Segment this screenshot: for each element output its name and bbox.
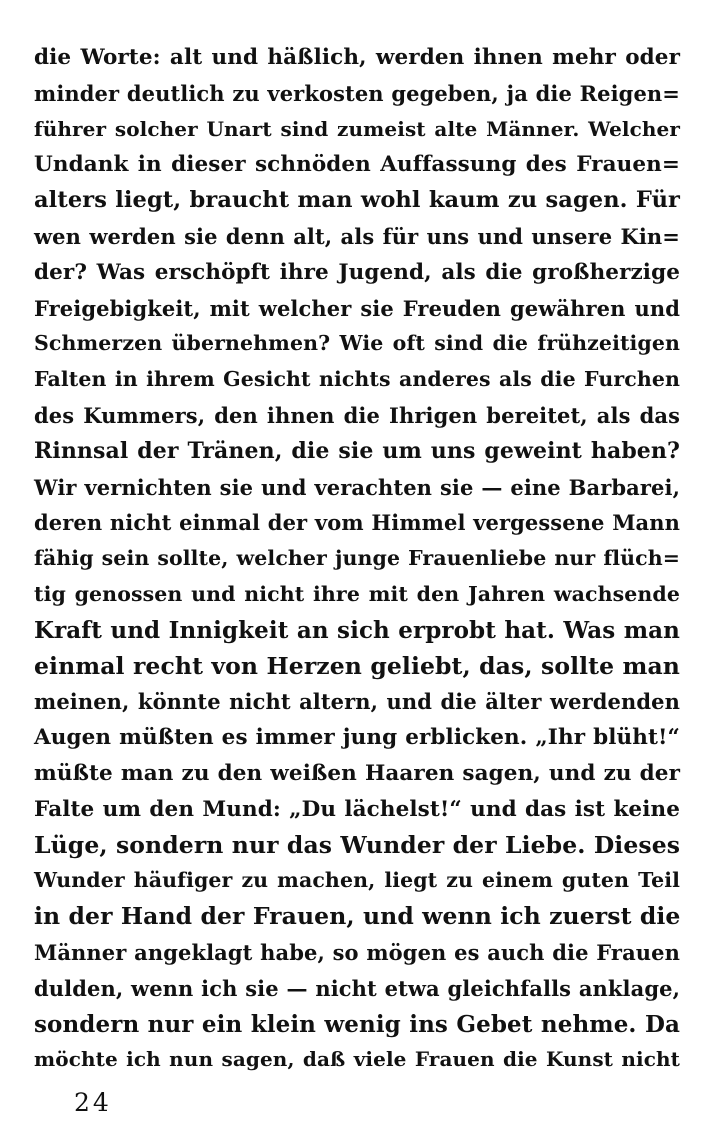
text-line: Lüge, sondern nur das Wunder der Liebe. Dieses bbox=[34, 830, 681, 859]
text-line: möchte ich nun sagen, daß viele Frauen die Kunst nicht bbox=[34, 1047, 680, 1072]
text-line: des Kummers, den ihnen die Ihrigen bereitet, als das bbox=[34, 402, 680, 428]
text-line: sondern nur ein klein wenig ins Gebet nehme. Da bbox=[34, 1010, 680, 1038]
text-line: Kraft und Innigkeit an sich erprobt hat. Was man bbox=[34, 616, 680, 644]
text-line: Freigebigkeit, mit welcher sie Freuden gewähren und bbox=[34, 295, 680, 321]
text-line: Schmerzen übernehmen? Wie oft sind die frühzeitigen bbox=[34, 331, 680, 356]
text-line: Undank in dieser schnöden Auffassung des Frauen= bbox=[34, 152, 680, 178]
text-line: deren nicht einmal der vom Himmel vergessene Mann bbox=[34, 510, 680, 536]
text-line: Wunder häufiger zu machen, liegt zu einem guten Teil bbox=[34, 868, 680, 893]
text-line: Wir vernichten sie und verachten sie — eine Barbarei, bbox=[34, 474, 680, 500]
text-line: einmal recht von Herzen geliebt, das, sollte man bbox=[34, 651, 680, 680]
text-line: der? Was erschöpft ihre Jugend, als die großherzige bbox=[34, 259, 680, 285]
body-text bbox=[34, 40, 680, 1078]
text-line: in der Hand der Frauen, und wenn ich zuerst die bbox=[34, 902, 681, 931]
text-line: dulden, wenn ich sie — nicht etwa gleichfalls anklage, bbox=[34, 975, 680, 1001]
page-number: 24 bbox=[74, 1088, 112, 1117]
text-line: Falten in ihrem Gesicht nichts anderes als die Furchen bbox=[34, 367, 680, 392]
text-line: Rinnsal der Tränen, die sie um uns geweint haben? bbox=[34, 437, 680, 464]
text-line: müßte man zu den weißen Haaren sagen, und zu der bbox=[34, 760, 680, 786]
text-line: Augen müßten es immer jung erblicken. „Ihr blüht!“ bbox=[34, 725, 680, 751]
text-line: alters liegt, braucht man wohl kaum zu sagen. Für bbox=[34, 187, 680, 214]
text-line: minder deutlich zu verkosten gegeben, ja die Reigen= bbox=[34, 80, 680, 106]
text-line: fähig sein sollte, welcher junge Frauenliebe nur flüch= bbox=[34, 546, 680, 571]
text-line: führer solcher Unart sind zumeist alte Männer. Welcher bbox=[34, 116, 680, 141]
text-line: die Worte: alt und häßlich, werden ihnen mehr oder bbox=[34, 45, 680, 70]
text-line: Männer angeklagt habe, so mögen es auch die Frauen bbox=[34, 939, 680, 965]
text-line: Falte um den Mund: „Du lächelst!“ und das ist keine bbox=[34, 796, 680, 822]
text-line: meinen, könnte nicht altern, und die älter werdenden bbox=[34, 689, 680, 715]
text-line: wen werden sie denn alt, als für uns und unsere Kin= bbox=[34, 223, 680, 249]
text-line: tig genossen und nicht ihre mit den Jahren wachsende bbox=[34, 581, 680, 606]
